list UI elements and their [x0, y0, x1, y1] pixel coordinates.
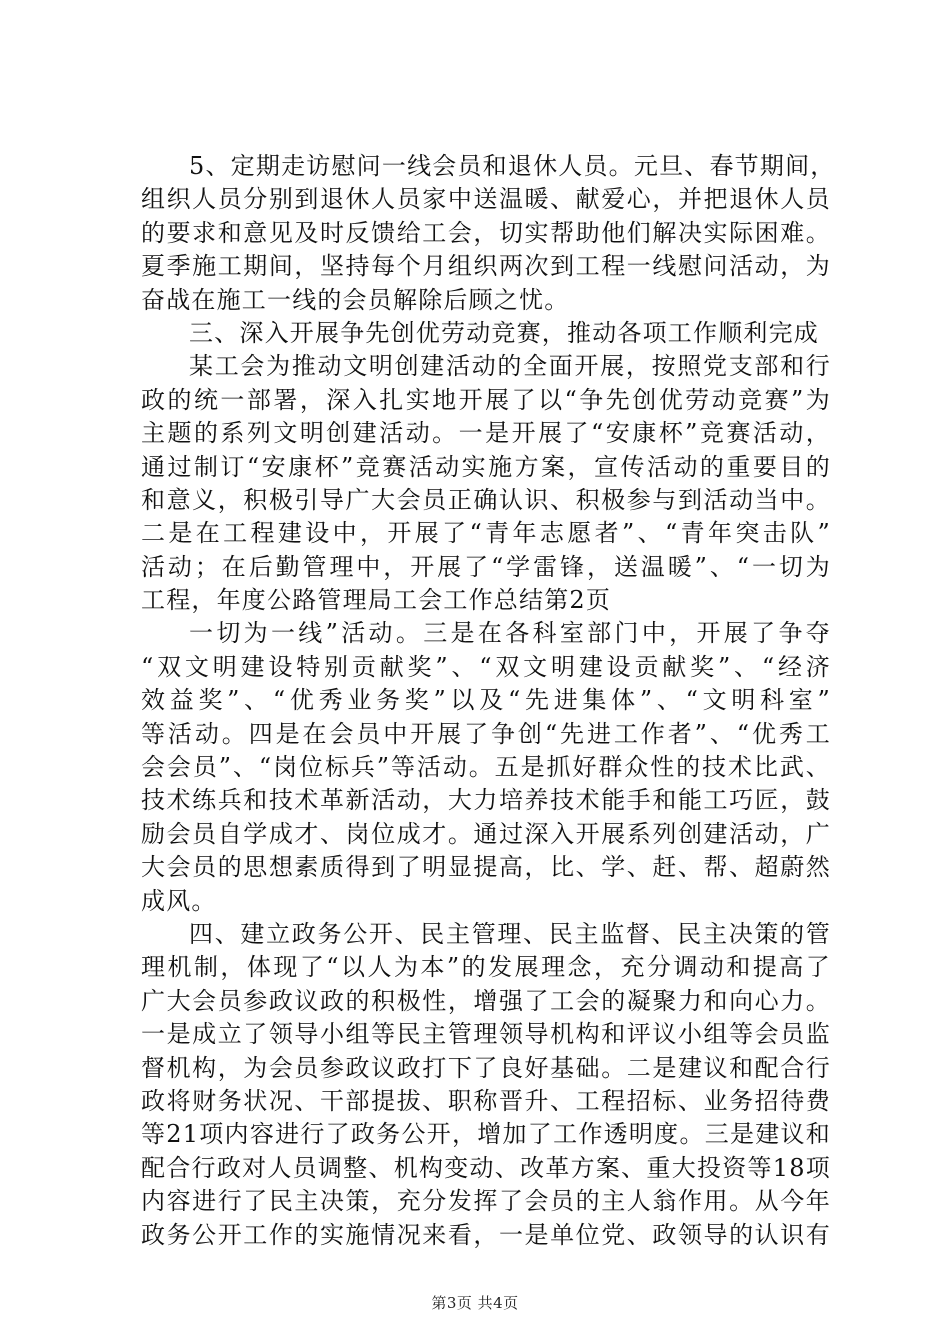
paragraph-line: 会会员”、“岗位标兵”等活动。五是抓好群众性的技术比武、 — [141, 753, 831, 782]
document-body — [141, 150, 836, 1252]
paragraph-line: 等活动。四是在会员中开展了争创“先进工作者”、“优秀工 — [141, 719, 831, 748]
section-heading: 三、深入开展争先创优劳动竞赛，推动各项工作顺利完成 — [189, 318, 819, 347]
paragraph-line: 一切为一线”活动。三是在各科室部门中，开展了争夺 — [189, 619, 831, 648]
paragraph-line: 二是在工程建设中，开展了“青年志愿者”、“青年突击队” — [141, 519, 831, 548]
paragraph-line: 一是成立了领导小组等民主管理领导机构和评议小组等会员监 — [141, 1020, 831, 1049]
page-number-footer: 第3页 共4页 — [431, 1294, 519, 1312]
paragraph-line: 政的统一部署，深入扎实地开展了以“争先创优劳动竞赛”为 — [141, 385, 831, 414]
paragraph-line: 工程，年度公路管理局工会工作总结第2页 — [141, 586, 612, 615]
paragraph-line: 和意义，积极引导广大会员正确认识、积极参与到活动当中。 — [141, 485, 831, 514]
paragraph-line: 理机制，体现了“以人为本”的发展理念，充分调动和提高了 — [141, 953, 831, 982]
paragraph-line: 政将财务状况、干部提拔、职称晋升、工程招标、业务招待费 — [141, 1086, 831, 1115]
paragraph-line: 活动；在后勤管理中，开展了“学雷锋，送温暖”、“一切为 — [141, 552, 831, 581]
paragraph-line: 励会员自学成才、岗位成才。通过深入开展系列创建活动，广 — [141, 819, 831, 848]
paragraph-line: 督机构，为会员参政议政打下了良好基础。二是建议和配合行 — [141, 1053, 831, 1082]
paragraph-line: 政务公开工作的实施情况来看，一是单位党、政领导的认识有 — [141, 1220, 831, 1249]
paragraph-line: 广大会员参政议政的积极性，增强了工会的凝聚力和向心力。 — [141, 986, 831, 1015]
paragraph-line: 通过制订“安康杯”竞赛活动实施方案，宣传活动的重要目的 — [141, 452, 831, 481]
paragraph-line: 成风。 — [141, 886, 217, 915]
paragraph-line: 四、建立政务公开、民主管理、民主监督、民主决策的管 — [189, 919, 831, 948]
paragraph-line: 主题的系列文明创建活动。一是开展了“安康杯”竞赛活动， — [141, 419, 831, 448]
paragraph-line: 的要求和意见及时反馈给工会，切实帮助他们解决实际困难。 — [141, 218, 831, 247]
paragraph-line: 5、定期走访慰问一线会员和退休人员。元旦、春节期间， — [189, 152, 836, 180]
paragraph-line: 效益奖”、“优秀业务奖”以及“先进集体”、“文明科室” — [141, 686, 831, 715]
paragraph-line: 奋战在施工一线的会员解除后顾之忧。 — [141, 285, 570, 314]
paragraph-line: 大会员的思想素质得到了明显提高，比、学、赶、帮、超蔚然 — [141, 853, 831, 882]
paragraph-line: 组织人员分别到退休人员家中送温暖、献爱心，并把退休人员 — [141, 185, 831, 214]
paragraph-line: 技术练兵和技术革新活动，大力培养技术能手和能工巧匠，鼓 — [141, 786, 831, 815]
paragraph-line: 内容进行了民主决策，充分发挥了会员的主人翁作用。从今年 — [141, 1187, 831, 1216]
paragraph-line: 某工会为推动文明创建活动的全面开展，按照党支部和行 — [189, 352, 831, 381]
paragraph-line: 配合行政对人员调整、机构变动、改革方案、重大投资等18项 — [141, 1153, 831, 1182]
paragraph-line: “双文明建设特别贡献奖”、“双文明建设贡献奖”、“经济 — [141, 652, 831, 681]
paragraph-line: 夏季施工期间，坚持每个月组织两次到工程一线慰问活动，为 — [141, 252, 831, 281]
paragraph-line: 等21项内容进行了政务公开，增加了工作透明度。三是建议和 — [141, 1120, 831, 1149]
